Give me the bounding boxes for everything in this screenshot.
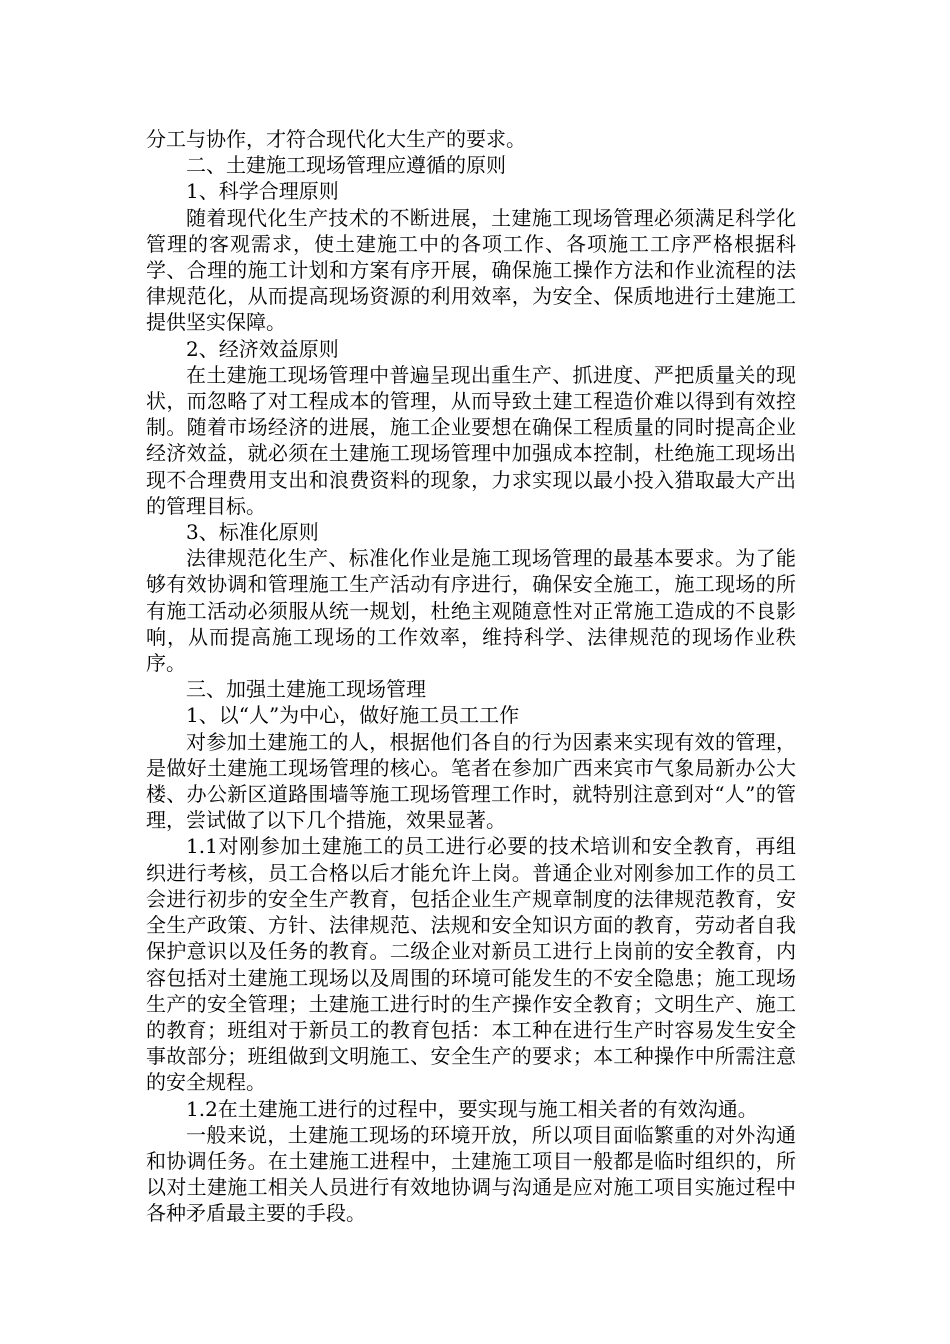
subheading-economic-principle: 2、经济效益原则 xyxy=(186,336,339,361)
paragraph-economic: 在土建施工现场管理中普遍呈现出重生产、抓进度、严把质量关的现状，而忽略了对工程成本的管理，从而导致土建工程造价难以得到有效控制。随着市场经济的进展，施工企业要想在确保工程质量的同时提高企业经济效益，就必须在土建施工现场管理中加强成本控制，杜绝施工现场出现不合理费用支出和浪费资料的现象，力求实现以最小投入猎取最大产出的管理目标。 xyxy=(146,362,796,518)
paragraph-scientific: 随着现代化生产技术的不断进展，土建施工现场管理必须满足科学化管理的客观需求，使土建施工中的各项工作、各项施工工序严格根据科学、合理的施工计划和方案有序开展，确保施工操作方法和作业流程的法律规范化，从而提高现场资源的利用效率，为安全、保质地进行土建施工提供坚实保障。 xyxy=(146,205,796,335)
document-body xyxy=(146,126,796,1227)
section-heading-management: 三、加强土建施工现场管理 xyxy=(186,677,426,702)
paragraph-communication: 一般来说，土建施工现场的环境开放，所以项目面临繁重的对外沟通和协调任务。在土建施工进程中，土建施工项目一般都是临时组织的，所以对土建施工相关人员进行有效地协调与沟通是应对施工项目实施过程中各种矛盾最主要的手段。 xyxy=(146,1122,796,1226)
subheading-people-centered: 1、以“人”为中心，做好施工员工工作 xyxy=(186,703,520,728)
paragraph-communication-point: 1.2在土建施工进行的过程中，要实现与施工相关者的有效沟通。 xyxy=(186,1096,758,1121)
subheading-standardization-principle: 3、标准化原则 xyxy=(186,520,319,545)
paragraph-training: 1.1对刚参加土建施工的员工进行必要的技术培训和安全教育，再组织进行考核，员工合格以后才能允许上岗。普通企业对刚参加工作的员工会进行初步的安全生产教育，包括企业生产规章制度的法律规范教育，安全生产政策、方针、法律规范、法规和安全知识方面的教育，劳动者自我保护意识以及任务的教育。二级企业对新员工进行上岗前的安全教育，内容包括对土建施工现场以及周围的环境可能发生的不安全隐患；施工现场生产的安全管理；土建施工进行时的生产操作安全教育；文明生产、施工的教育；班组对于新员工的教育包括：本工种在进行生产时容易发生安全事故部分；班组做到文明施工、安全生产的要求；本工种操作中所需注意的安全规程。 xyxy=(146,834,796,1095)
section-heading-principles: 二、土建施工现场管理应遵循的原则 xyxy=(186,153,506,178)
paragraph-people-management: 对参加土建施工的人，根据他们各自的行为因素来实现有效的管理，是做好土建施工现场管理的核心。笔者在参加广西来宾市气象局新办公大楼、办公新区道路围墙等施工现场管理工作时，就特别注意到对“人”的管理，尝试做了以下几个措施，效果显著。 xyxy=(146,729,796,833)
subheading-scientific-principle: 1、科学合理原则 xyxy=(186,179,339,204)
paragraph-continuation: 分工与协作，才符合现代化大生产的要求。 xyxy=(146,127,526,151)
paragraph-standardization: 法律规范化生产、标准化作业是施工现场管理的最基本要求。为了能够有效协调和管理施工生产活动有序进行，确保安全施工，施工现场的所有施工活动必须服从统一规划，杜绝主观随意性对正常施工造成的不良影响，从而提高施工现场的工作效率，维持科学、法律规范的现场作业秩序。 xyxy=(146,546,796,676)
